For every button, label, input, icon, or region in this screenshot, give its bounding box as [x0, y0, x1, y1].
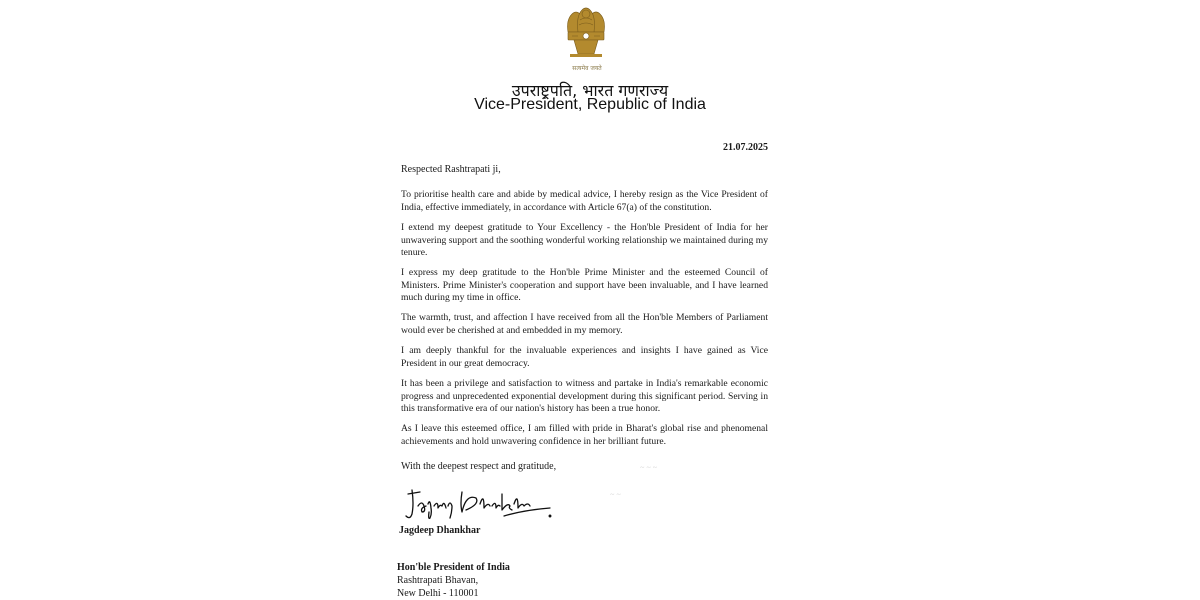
letterhead-title-english: Vice-President, Republic of India [474, 96, 706, 113]
recipient-address-line: Rashtrapati Bhavan, [397, 575, 479, 586]
recipient-address-line: New Delhi - 110001 [397, 588, 479, 599]
paragraph: As I leave this esteemed office, I am filled with pride in Bharat's global rise and phenomenal achievements and hold unwavering confidence in her brilliant future. [401, 423, 768, 447]
paragraph: It has been a privilege and satisfaction to witness and partake in India's remarkable economic progress and unprecedented exponential development during this significant period. Serving in this transformative era of our nation's history has been a true honor. [401, 378, 768, 415]
emblem-motto: सत्यमेव जयते [572, 65, 602, 72]
signature-image [404, 484, 554, 524]
signer-name: Jagdeep Dhankhar [399, 525, 481, 536]
salutation: Respected Rashtrapati ji, [401, 164, 501, 175]
bleed-through-mark: ~ ~ ~ [640, 463, 657, 472]
paragraph: To prioritise health care and abide by medical advice, I hereby resign as the Vice President of India, effective immediately, in accordance with Article 67(a) of the constitution. [401, 189, 768, 213]
paragraph: I express my deep gratitude to the Hon'ble Prime Minister and the esteemed Council of Ministers. Prime Minister's cooperation and support have been invaluable, and I have learned much during my time in office. [401, 267, 768, 304]
paragraph: I extend my deepest gratitude to Your Excellency - the Hon'ble President of India for her unwavering support and the soothing wonderful working relationship we maintained during my tenure. [401, 222, 768, 259]
paragraph: I am deeply thankful for the invaluable experiences and insights I have gained as Vice President in our great democracy. [401, 345, 768, 369]
recipient-title: Hon'ble President of India [397, 562, 510, 573]
letter-date: 21.07.2025 [723, 142, 768, 153]
bleed-through-mark: ~ ~ [610, 490, 621, 499]
paragraph: The warmth, trust, and affection I have received from all the Hon'ble Members of Parliament would ever be cherished at and embedded in my memory. [401, 312, 768, 336]
closing-line: With the deepest respect and gratitude, [401, 461, 557, 472]
letterhead-title-hindi: उपराष्ट्रपति, भारत गणराज्य [511, 81, 669, 100]
